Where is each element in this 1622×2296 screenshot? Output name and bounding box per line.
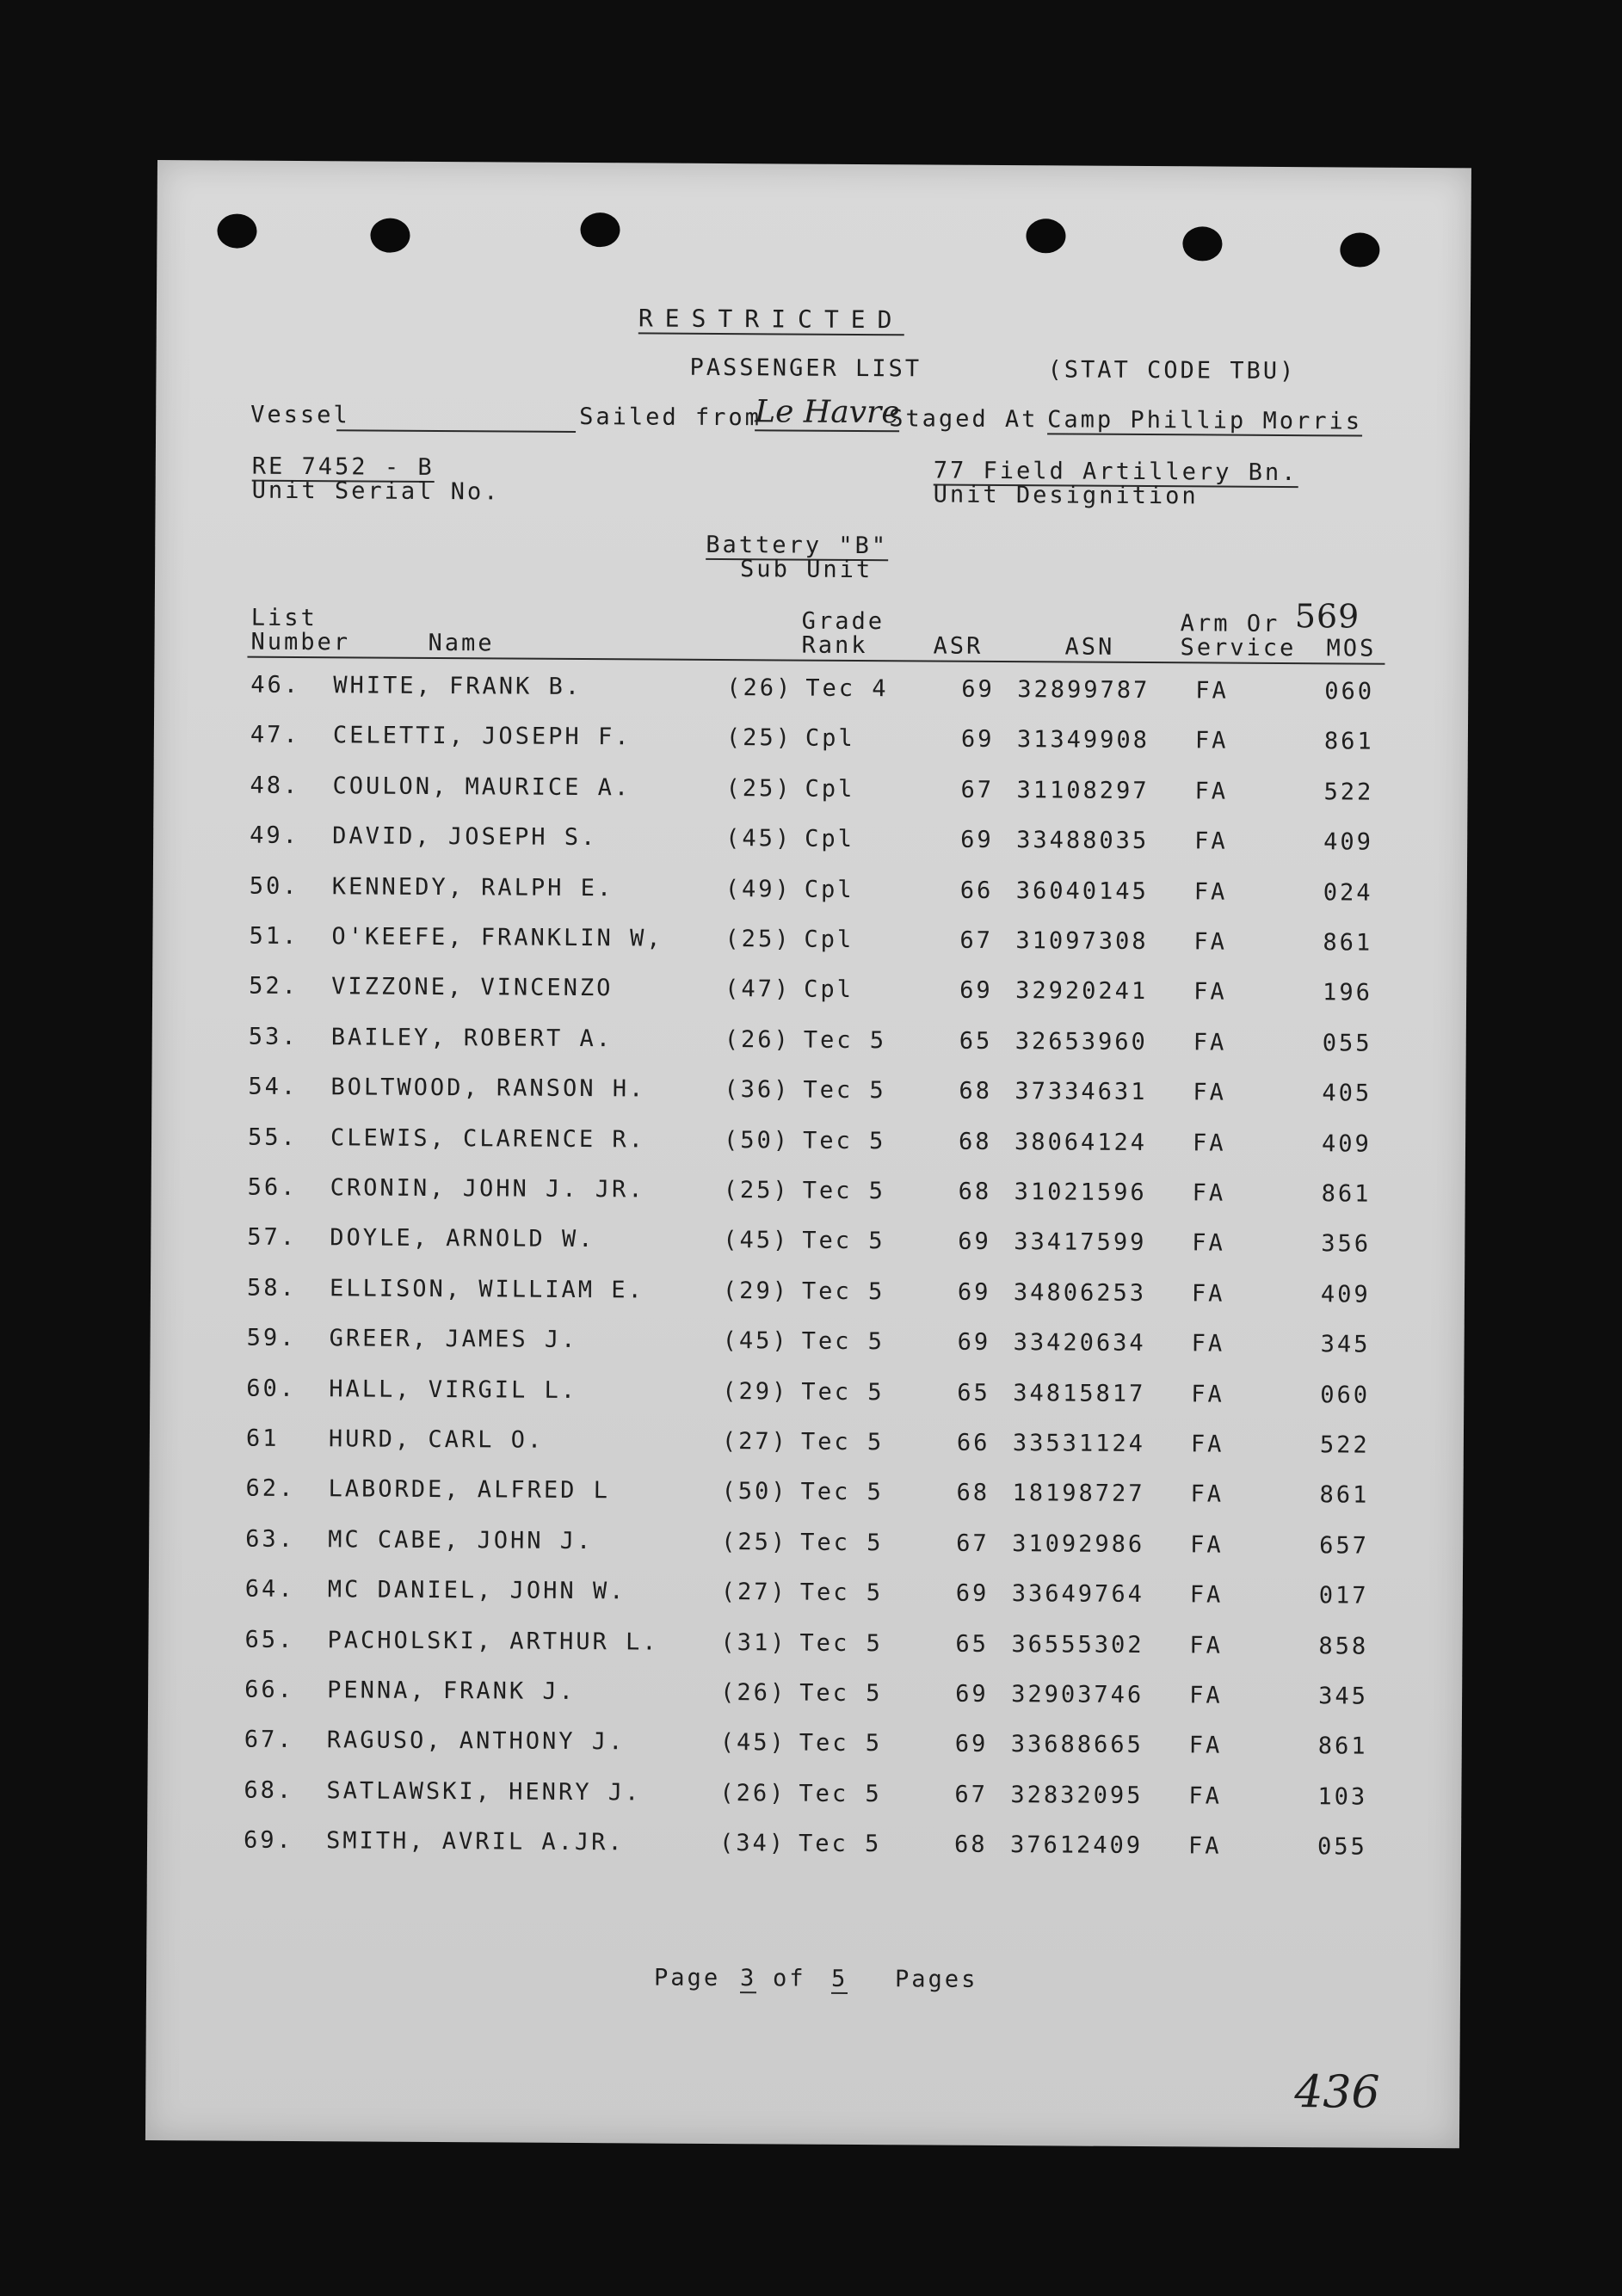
row-arm-service: FA — [1189, 1581, 1224, 1609]
row-arm-service: FA — [1187, 1832, 1222, 1860]
row-number: 67. — [244, 1727, 294, 1754]
row-asn: 36555302 — [1011, 1630, 1144, 1659]
row-mos: 196 — [1323, 979, 1372, 1007]
row-grade: Tec 5 — [799, 1780, 882, 1807]
table-row — [147, 1776, 1461, 1832]
row-mos: 356 — [1321, 1230, 1372, 1259]
row-asr: 68 — [953, 1831, 988, 1859]
row-number: 52. — [249, 973, 299, 1000]
row-grade: Cpl — [805, 725, 855, 753]
row-age: (45) — [723, 1227, 790, 1254]
row-asr: 67 — [956, 1530, 990, 1557]
vessel-blank — [336, 429, 576, 433]
row-grade: Tec 5 — [798, 1830, 882, 1858]
vessel-label: Vessel — [250, 401, 350, 429]
stamp-569: 569 — [1294, 597, 1360, 636]
row-arm-service: FA — [1191, 1380, 1224, 1408]
row-mos: 055 — [1322, 1030, 1372, 1057]
row-asn: 36040145 — [1015, 877, 1149, 905]
row-asn: 31092986 — [1012, 1530, 1145, 1558]
row-mos: 024 — [1323, 878, 1373, 907]
row-name: PENNA, FRANK J. — [327, 1677, 577, 1706]
row-age: (45) — [722, 1327, 789, 1355]
row-arm-service: FA — [1193, 1029, 1227, 1056]
row-grade: Tec 5 — [801, 1378, 885, 1406]
row-grade: Cpl — [804, 876, 854, 903]
row-age: (31) — [720, 1628, 787, 1657]
sub-unit-value: Battery "B" — [706, 531, 889, 560]
row-age: (26) — [724, 1025, 791, 1054]
row-arm-service: FA — [1190, 1531, 1224, 1559]
table-row — [152, 1023, 1466, 1079]
row-number: 53. — [248, 1023, 299, 1050]
row-arm-service: FA — [1195, 677, 1229, 705]
row-number: 57. — [247, 1224, 298, 1252]
punch-hole — [1026, 219, 1065, 253]
unit-designation-value: 77 Field Artillery Bn. — [933, 457, 1298, 487]
total-pages: 5 — [831, 1965, 848, 1992]
row-age: (25) — [725, 926, 792, 953]
col-list: List — [250, 604, 318, 632]
row-name: O'KEEFE, FRANKLIN W, — [331, 923, 663, 952]
row-name: CELETTI, JOSEPH F. — [332, 722, 632, 751]
table-row — [147, 1826, 1461, 1882]
row-arm-service: FA — [1193, 1079, 1227, 1106]
row-arm-service: FA — [1191, 1330, 1225, 1357]
row-mos: 858 — [1318, 1632, 1369, 1660]
sailed-from-label: Sailed from — [579, 403, 762, 432]
row-arm-service: FA — [1188, 1732, 1223, 1759]
row-asn: 32899787 — [1017, 676, 1150, 705]
table-row — [149, 1474, 1463, 1530]
row-number: 62. — [245, 1475, 296, 1503]
row-arm-service: FA — [1193, 877, 1228, 906]
row-arm-service: FA — [1194, 828, 1228, 855]
row-grade: Tec 5 — [803, 1076, 886, 1105]
col-arm-or: Arm Or — [1180, 610, 1280, 637]
table-row — [152, 922, 1466, 978]
table-row — [154, 671, 1468, 727]
row-name: CLEWIS, CLARENCE R. — [330, 1123, 646, 1154]
row-name: KENNEDY, RALPH E. — [331, 872, 614, 902]
row-name: CRONIN, JOHN J. JR. — [330, 1174, 645, 1203]
row-age: (47) — [725, 976, 792, 1003]
row-arm-service: FA — [1194, 778, 1229, 805]
row-mos: 405 — [1322, 1080, 1372, 1107]
table-row — [148, 1626, 1462, 1682]
row-grade: Tec 5 — [800, 1478, 884, 1506]
row-mos: 017 — [1318, 1582, 1369, 1610]
row-number: 48. — [250, 772, 300, 799]
row-asn: 34815817 — [1013, 1379, 1146, 1407]
row-name: MC CABE, JOHN J. — [328, 1526, 594, 1554]
row-number: 64. — [244, 1575, 295, 1604]
table-row — [151, 1073, 1465, 1129]
col-service: Service — [1180, 634, 1297, 662]
punch-hole — [217, 213, 256, 248]
row-age: (50) — [721, 1478, 788, 1505]
staged-at-label: Staged At — [889, 405, 1039, 434]
row-asr: 65 — [955, 1630, 990, 1658]
row-name: BOLTWOOD, RANSON H. — [330, 1074, 646, 1103]
row-age: (36) — [724, 1076, 791, 1104]
row-asr: 69 — [961, 675, 995, 703]
punch-hole — [1182, 226, 1222, 261]
row-age: (26) — [719, 1779, 786, 1807]
row-grade: Tec 5 — [802, 1227, 885, 1255]
row-age: (27) — [720, 1579, 787, 1606]
row-asn: 32920241 — [1015, 977, 1149, 1006]
table-row — [151, 1274, 1465, 1330]
row-grade: Tec 5 — [801, 1327, 885, 1356]
row-number: 55. — [247, 1123, 298, 1151]
row-age: (26) — [726, 674, 793, 702]
row-mos: 345 — [1320, 1331, 1371, 1358]
row-name: SATLAWSKI, HENRY J. — [326, 1777, 642, 1807]
row-grade: Tec 5 — [800, 1529, 884, 1556]
row-name: DOYLE, ARNOLD W. — [330, 1224, 595, 1253]
row-age: (49) — [725, 875, 792, 903]
row-asr: 69 — [955, 1579, 990, 1608]
row-asn: 33649764 — [1011, 1580, 1144, 1609]
table-row — [153, 872, 1467, 928]
row-name: BAILEY, ROBERT A. — [330, 1024, 614, 1053]
row-mos: 861 — [1321, 1180, 1372, 1208]
row-name: GREER, JAMES J. — [329, 1325, 578, 1354]
row-arm-service: FA — [1189, 1631, 1224, 1659]
row-grade: Tec 5 — [803, 1026, 887, 1054]
staged-at-value: Camp Phillip Morris — [1047, 406, 1363, 435]
row-arm-service: FA — [1188, 1782, 1223, 1810]
col-grade: Grade — [801, 607, 885, 636]
row-grade: Tec 5 — [799, 1679, 883, 1708]
row-asr: 67 — [960, 776, 995, 803]
row-asr: 66 — [956, 1429, 990, 1456]
row-number: 58. — [246, 1274, 297, 1302]
row-name: LABORDE, ALFRED L — [328, 1475, 610, 1505]
row-age: (50) — [723, 1126, 791, 1154]
table-row — [154, 721, 1468, 777]
row-arm-service: FA — [1192, 1179, 1226, 1207]
page-number: 3 — [740, 1965, 757, 1992]
row-mos: 522 — [1323, 779, 1374, 806]
row-asr: 66 — [959, 877, 994, 904]
row-mos: 060 — [1320, 1381, 1371, 1409]
row-asn: 18198727 — [1012, 1480, 1145, 1508]
row-grade: Tec 5 — [799, 1579, 884, 1607]
row-asr: 69 — [959, 977, 993, 1005]
row-name: RAGUSO, ANTHONY J. — [326, 1727, 626, 1756]
row-number: 50. — [249, 872, 299, 900]
row-arm-service: FA — [1189, 1682, 1223, 1709]
row-asn: 37334631 — [1015, 1078, 1148, 1106]
col-asn: ASN — [1064, 633, 1115, 661]
row-asn: 32653960 — [1015, 1027, 1148, 1056]
row-age: (29) — [722, 1377, 789, 1406]
col-mos: MOS — [1326, 635, 1377, 662]
row-name: SMITH, AVRIL A.JR. — [325, 1827, 625, 1856]
passenger-list-heading: PASSENGER LIST — [689, 354, 922, 383]
row-number: 61 — [245, 1425, 280, 1452]
row-asn: 37612409 — [1009, 1831, 1144, 1860]
row-mos: 409 — [1320, 1281, 1371, 1308]
punch-hole — [580, 212, 620, 247]
row-asr: 69 — [957, 1278, 991, 1306]
row-mos: 861 — [1323, 728, 1374, 756]
row-arm-service: FA — [1192, 1229, 1225, 1257]
table-row — [153, 822, 1467, 877]
row-mos: 522 — [1319, 1431, 1370, 1459]
punch-hole — [370, 219, 410, 253]
row-number: 66. — [244, 1676, 295, 1704]
row-asn: 31108297 — [1016, 776, 1150, 804]
punch-hole — [1340, 232, 1379, 267]
table-row — [152, 972, 1466, 1028]
table-row — [151, 1223, 1465, 1279]
row-grade: Tec 5 — [801, 1277, 885, 1305]
row-asr: 68 — [958, 1128, 992, 1155]
row-asn: 33688665 — [1010, 1731, 1144, 1759]
row-asn: 38064124 — [1014, 1128, 1148, 1156]
row-grade: Cpl — [804, 976, 854, 1004]
row-name: PACHOLSKI, ARTHUR L. — [327, 1626, 659, 1656]
row-grade: Tec 5 — [800, 1428, 885, 1456]
row-asn: 33531124 — [1012, 1430, 1146, 1458]
col-number: Number — [250, 628, 351, 656]
unit-serial-value: RE 7452 - B — [251, 452, 435, 481]
row-asn: 33417599 — [1014, 1228, 1147, 1257]
passenger-rows — [154, 671, 1468, 1861]
row-number: 59. — [246, 1324, 297, 1352]
page-label: Page — [654, 1964, 721, 1992]
row-asr: 68 — [956, 1480, 990, 1507]
row-asr: 69 — [957, 1328, 991, 1357]
row-mos: 409 — [1321, 1130, 1372, 1158]
row-number: 65. — [244, 1626, 295, 1653]
row-asr: 67 — [959, 926, 994, 954]
table-row — [148, 1726, 1462, 1782]
row-arm-service: FA — [1193, 978, 1227, 1006]
row-age: (26) — [720, 1679, 787, 1707]
row-number: 56. — [247, 1173, 298, 1202]
row-grade: Tec 5 — [799, 1629, 883, 1657]
row-number: 51. — [249, 922, 299, 951]
handwritten-page-number: 436 — [1294, 2066, 1380, 2119]
row-number: 49. — [250, 822, 300, 850]
row-mos: 103 — [1317, 1783, 1368, 1811]
row-asr: 69 — [955, 1680, 989, 1708]
row-arm-service: FA — [1194, 727, 1229, 755]
passenger-list-document — [145, 160, 1471, 2148]
row-asr: 65 — [957, 1379, 990, 1407]
row-age: (27) — [721, 1428, 789, 1456]
row-grade: Cpl — [805, 825, 855, 853]
row-grade: Cpl — [804, 926, 854, 953]
col-asr: ASR — [933, 632, 984, 660]
row-name: VIZZONE, VINCENZO — [331, 973, 614, 1002]
row-asr: 65 — [959, 1027, 993, 1055]
row-arm-service: FA — [1191, 1280, 1225, 1308]
row-name: ELLISON, WILLIAM E. — [329, 1275, 644, 1304]
row-asn: 33488035 — [1016, 827, 1150, 855]
row-asn: 31021596 — [1014, 1179, 1147, 1207]
row-number: 47. — [250, 722, 300, 749]
table-row — [149, 1575, 1463, 1631]
row-asr: 69 — [954, 1731, 989, 1758]
table-row — [151, 1173, 1465, 1229]
row-asn: 33420634 — [1013, 1329, 1146, 1357]
table-row — [153, 772, 1467, 828]
unit-serial-label: Unit Serial No. — [251, 477, 501, 506]
row-number: 54. — [248, 1073, 299, 1101]
row-age: (34) — [718, 1830, 786, 1857]
stat-code: (STAT CODE TBU) — [1047, 356, 1297, 385]
row-grade: Cpl — [805, 775, 855, 803]
row-asr: 68 — [958, 1178, 992, 1205]
col-name: Name — [428, 629, 495, 657]
row-asn: 32832095 — [1010, 1781, 1144, 1809]
row-arm-service: FA — [1193, 928, 1228, 956]
row-number: 68. — [244, 1776, 294, 1804]
table-row — [150, 1425, 1464, 1480]
row-age: (45) — [719, 1729, 786, 1757]
row-grade: Tec 5 — [802, 1177, 886, 1205]
row-asn: 34806253 — [1013, 1278, 1147, 1307]
row-mos: 060 — [1324, 678, 1375, 705]
unit-designation-label: Unit Designition — [933, 481, 1199, 510]
row-grade: Tec 5 — [802, 1127, 886, 1154]
row-name: HURD, CARL O. — [328, 1425, 545, 1454]
row-name: DAVID, JOSEPH S. — [332, 822, 598, 852]
row-number: 60. — [246, 1375, 297, 1402]
row-mos: 345 — [1318, 1683, 1368, 1710]
row-mos: 861 — [1323, 929, 1373, 957]
pages-label: Pages — [895, 1966, 978, 1993]
sailed-from-value: Le Havre — [755, 394, 900, 431]
table-row — [151, 1123, 1465, 1179]
col-rank: Rank — [801, 631, 868, 660]
row-arm-service: FA — [1190, 1480, 1224, 1508]
row-mos: 861 — [1317, 1733, 1368, 1761]
row-grade: Tec 5 — [799, 1729, 883, 1757]
row-asn: 31349908 — [1016, 726, 1150, 754]
row-asr: 69 — [960, 826, 994, 854]
table-row — [148, 1676, 1462, 1732]
row-name: MC DANIEL, JOHN W. — [327, 1576, 626, 1605]
row-age: (25) — [725, 774, 792, 803]
table-row — [150, 1324, 1464, 1380]
row-number: 63. — [245, 1525, 296, 1553]
row-name: HALL, VIRGIL L. — [329, 1375, 578, 1404]
row-arm-service: FA — [1192, 1129, 1226, 1157]
row-asr: 69 — [958, 1228, 991, 1256]
restricted-heading: RESTRICTED — [638, 304, 904, 335]
row-age: (25) — [721, 1528, 788, 1556]
row-asn: 31097308 — [1015, 927, 1149, 956]
row-age: (45) — [725, 825, 792, 853]
sub-unit-label: Sub Unit — [740, 556, 873, 584]
row-mos: 861 — [1319, 1481, 1370, 1510]
row-mos: 055 — [1317, 1833, 1367, 1861]
row-number: 46. — [250, 671, 301, 699]
row-age: (29) — [722, 1277, 790, 1305]
row-asr: 68 — [959, 1077, 993, 1105]
row-asn: 32903746 — [1011, 1681, 1144, 1709]
of-label: of — [773, 1965, 806, 1992]
row-name: COULON, MAURICE A. — [332, 773, 632, 802]
row-mos: 409 — [1323, 828, 1374, 856]
row-arm-service: FA — [1190, 1431, 1224, 1458]
row-name: WHITE, FRANK B. — [333, 672, 583, 701]
row-age: (25) — [725, 724, 793, 752]
row-mos: 657 — [1319, 1532, 1370, 1560]
row-asr: 67 — [954, 1781, 989, 1808]
table-row — [150, 1375, 1464, 1431]
row-age: (25) — [723, 1177, 790, 1204]
row-grade: Tec 4 — [805, 674, 889, 703]
row-number: 69. — [243, 1826, 293, 1855]
row-asr: 69 — [960, 726, 995, 754]
table-row — [149, 1525, 1463, 1581]
